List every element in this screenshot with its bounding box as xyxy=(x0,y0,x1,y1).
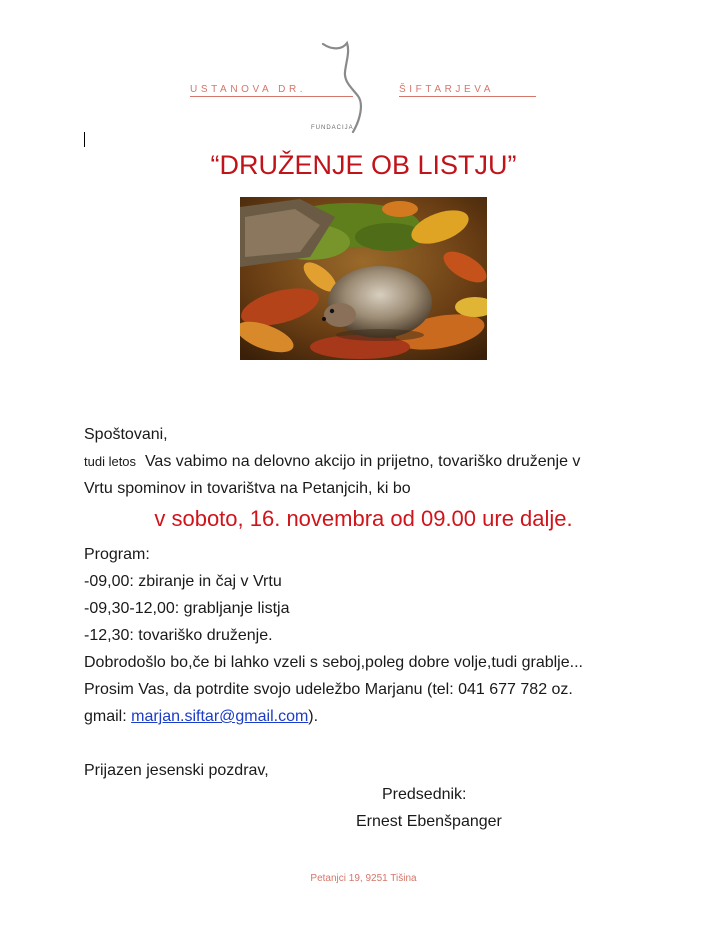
welcome-text: Dobrodošlo bo,če bi lahko vzeli s seboj,poleg dobre volje,tudi grablje... xyxy=(84,654,583,671)
event-date-highlight: v soboto, 16. novembra od 09.00 ure dalje. xyxy=(154,506,573,531)
signature-title: Predsednik: xyxy=(382,786,467,803)
footer-address: Petanjci 19, 9251 Tišina xyxy=(310,873,417,884)
gmail-line xyxy=(84,703,318,730)
email-link[interactable]: marjan.siftar@gmail.com xyxy=(131,708,309,725)
text-cursor xyxy=(84,132,85,147)
program-label: Program: xyxy=(84,546,150,563)
page-title: “DRUŽENJE OB LISTJU” xyxy=(210,150,517,180)
intro-text: Vas vabimo na delovno akcijo in prijetno, tovariško druženje v xyxy=(144,453,581,470)
closing-text: Prijazen jesenski pozdrav, xyxy=(84,762,269,779)
greeting: Spoštovani, xyxy=(84,426,168,443)
logo-right-text: ŠIFTARJEVA xyxy=(399,84,495,95)
confirm-text: Prosim Vas, da potrdite svojo udeležbo Marjanu (tel: 041 677 782 oz. xyxy=(84,681,573,698)
gmail-suffix: ). xyxy=(308,708,319,725)
program-item: -12,30: tovariško druženje. xyxy=(84,627,273,644)
program-item: -09,30-12,00: grabljanje listja xyxy=(84,600,290,617)
signature-name: Ernest Ebenšpanger xyxy=(356,813,502,830)
hedgehog-photo xyxy=(240,197,487,360)
logo-left-text: USTANOVA DR. xyxy=(190,84,307,95)
logo-subtext: FUNDACIJA xyxy=(311,125,354,131)
logo-left-underline xyxy=(190,96,353,97)
gmail-prefix: gmail: xyxy=(84,708,132,725)
intro-small-text: tudi letos xyxy=(84,454,137,469)
program-item: -09,00: zbiranje in čaj v Vrtu xyxy=(84,573,282,590)
intro-line-2: Vrtu spominov in tovarištva na Petanjcih, ki bo xyxy=(84,480,411,497)
logo-right-underline xyxy=(399,96,536,97)
intro-line xyxy=(84,448,580,475)
